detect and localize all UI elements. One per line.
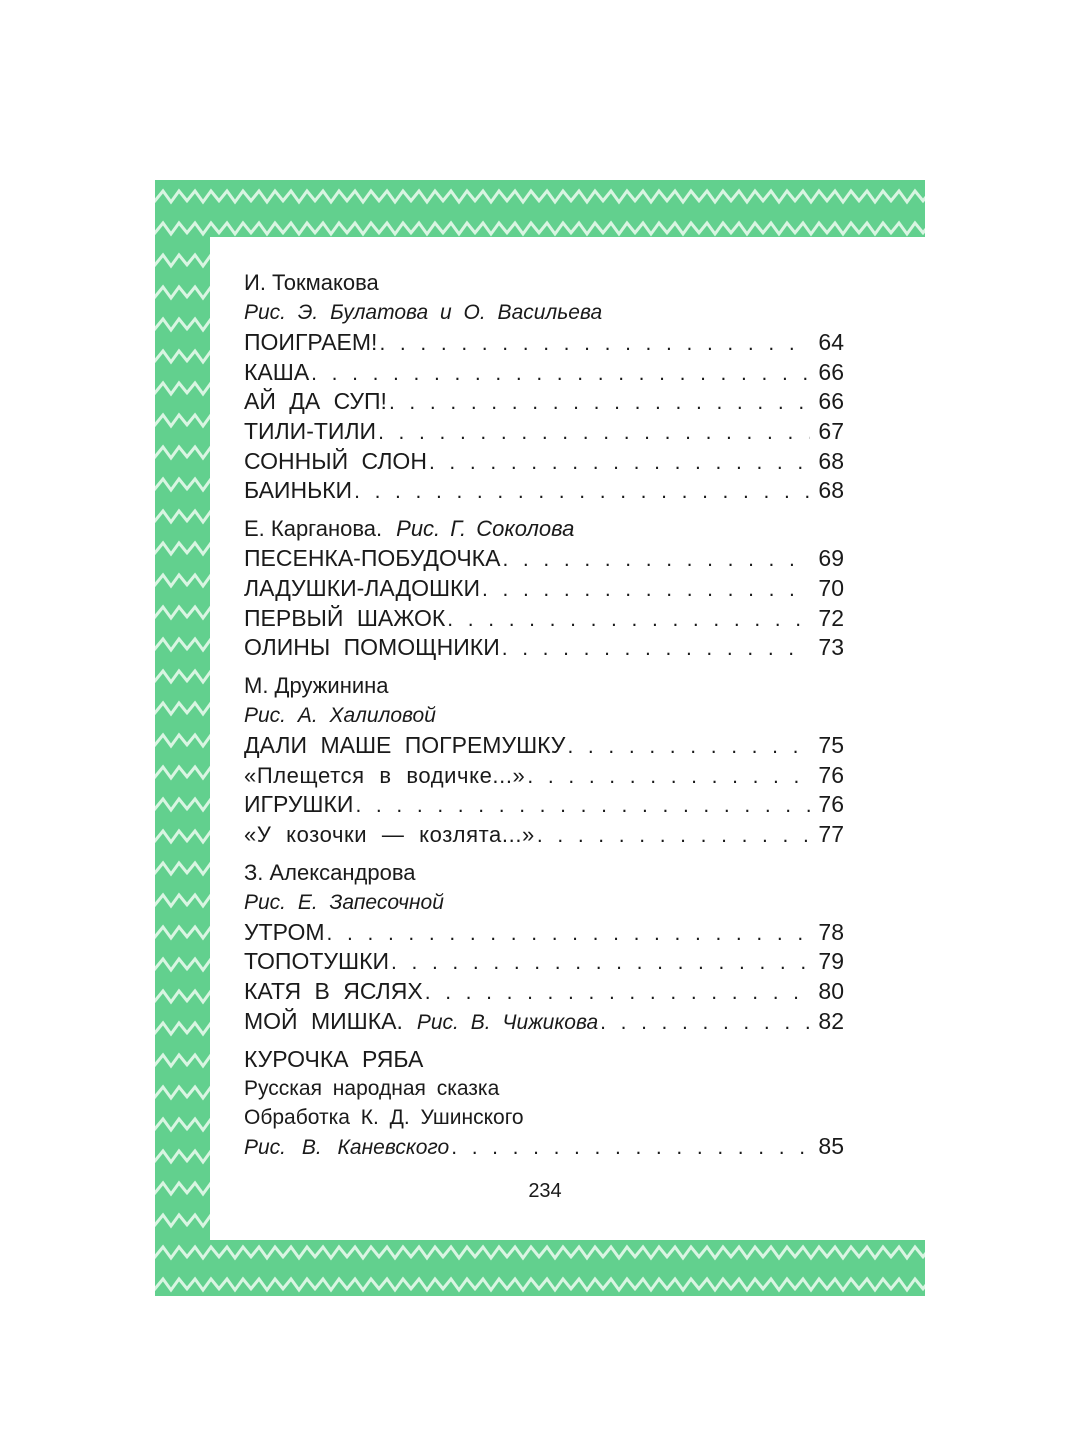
toc-entry[interactable] (244, 1007, 844, 1037)
entry-page: 72 (818, 604, 844, 631)
illustrator-karganova: Рис. Г. Соколова (396, 516, 575, 542)
entry-page: 66 (818, 388, 844, 415)
dot-leader (429, 448, 810, 478)
dot-leader (311, 359, 810, 389)
toc-entry[interactable] (244, 358, 844, 388)
entry-page: 64 (818, 329, 844, 355)
story-adaptation: Обработка К. Д. Ушинского (244, 1106, 524, 1130)
entry-title: «Плещется в водичке...» (244, 762, 526, 788)
entry-page: 79 (818, 948, 844, 975)
illustrator-aleksandrova: Рис. Е. Запесочной (244, 890, 444, 914)
dot-leader (425, 978, 810, 1008)
author-aleksandrova: З. Александрова (244, 859, 416, 885)
toc-entry[interactable] (244, 476, 844, 506)
toc-entry[interactable] (244, 731, 844, 761)
entry-page: 69 (818, 545, 844, 572)
entry-illustrator: Рис. В. Чижикова (416, 1010, 599, 1034)
toc-entry[interactable] (244, 1132, 844, 1162)
toc-entry[interactable] (244, 820, 844, 850)
toc-entry[interactable] (244, 790, 844, 820)
dot-leader (567, 732, 810, 762)
toc-entry[interactable] (244, 918, 844, 948)
dot-leader (355, 791, 810, 821)
entry-page: 80 (818, 978, 844, 1004)
entry-title: ПОИГРАЕМ! (244, 329, 378, 355)
toc-entry[interactable] (244, 387, 844, 417)
entry-title-text: МОЙ МИШКА. (244, 1007, 403, 1034)
entry-title: КАША (244, 358, 310, 385)
dot-leader (379, 329, 810, 359)
illustrator-tokmakova: Рис. Э. Булатова и О. Васильева (244, 301, 603, 324)
entry-page: 70 (818, 574, 844, 601)
entry-title: КАТЯ В ЯСЛЯХ (244, 978, 423, 1004)
toc-entry[interactable] (244, 447, 844, 477)
entry-page: 67 (818, 418, 844, 445)
entry-title (244, 1007, 598, 1038)
toc-entry[interactable] (244, 761, 844, 791)
entry-title: ТОПОТУШКИ (244, 948, 389, 975)
entry-title: ОЛИНЫ ПОМОЩНИКИ (244, 634, 500, 661)
dot-leader (537, 821, 810, 851)
entry-title: ЛАДУШКИ-ЛАДОШКИ (244, 574, 480, 601)
dot-leader (502, 634, 810, 664)
entry-illustrator: Рис. В. Каневского (244, 1136, 450, 1160)
dot-leader (600, 1008, 810, 1038)
entry-title: ДАЛИ МАШЕ ПОГРЕМУШКУ (244, 731, 566, 758)
author-tokmakova: И. Токмакова (244, 270, 379, 295)
author-druzhinina: М. Дружинина (244, 672, 389, 698)
entry-page: 78 (818, 918, 844, 945)
dot-leader (482, 575, 810, 605)
page-number: 234 (528, 1180, 562, 1202)
toc-entry[interactable] (244, 328, 844, 358)
entry-page: 85 (818, 1133, 844, 1160)
entry-title: «У козочки — козлята...» (244, 821, 535, 847)
entry-page: 66 (818, 358, 844, 385)
toc-entry[interactable] (244, 544, 844, 574)
author-name: Е. Карганова. (244, 516, 383, 542)
toc-entry[interactable] (244, 947, 844, 977)
entry-page: 68 (818, 447, 844, 474)
entry-title: ИГРУШКИ (244, 791, 354, 818)
dot-leader (391, 948, 810, 978)
toc-entry[interactable] (244, 417, 844, 447)
toc-entry[interactable] (244, 633, 844, 663)
entry-page: 73 (818, 634, 844, 661)
entry-title: БАИНЬКИ (244, 477, 353, 504)
dot-leader (389, 388, 810, 418)
entry-title: УТРОМ (244, 918, 325, 945)
table-of-contents (244, 268, 844, 1162)
author-karganova (244, 514, 844, 544)
entry-page: 77 (818, 820, 844, 847)
dot-leader (527, 762, 810, 792)
entry-title: АЙ ДА СУП! (244, 388, 387, 415)
entry-page: 75 (818, 731, 844, 758)
dot-leader (354, 477, 810, 507)
illustrator-druzhinina: Рис. А. Халиловой (244, 703, 436, 727)
entry-page: 82 (818, 1007, 844, 1034)
dot-leader (447, 605, 810, 635)
dot-leader (451, 1133, 810, 1163)
entry-title: ТИЛИ-ТИЛИ (244, 418, 377, 445)
dot-leader (502, 545, 810, 575)
entry-title: ПЕРВЫЙ ШАЖОК (244, 604, 446, 631)
story-subtitle: Русская народная сказка (244, 1077, 500, 1101)
dot-leader (327, 919, 810, 949)
entry-title: СОННЫЙ СЛОН (244, 447, 427, 474)
toc-entry[interactable] (244, 977, 844, 1007)
dot-leader (378, 418, 810, 448)
toc-entry[interactable] (244, 574, 844, 604)
story-title-kurochka: КУРОЧКА РЯБА (244, 1046, 424, 1073)
toc-entry[interactable] (244, 604, 844, 634)
entry-page: 76 (818, 791, 844, 818)
entry-page: 76 (818, 761, 844, 788)
entry-title: ПЕСЕНКА-ПОБУДОЧКА (244, 545, 501, 572)
entry-page: 68 (818, 477, 844, 504)
